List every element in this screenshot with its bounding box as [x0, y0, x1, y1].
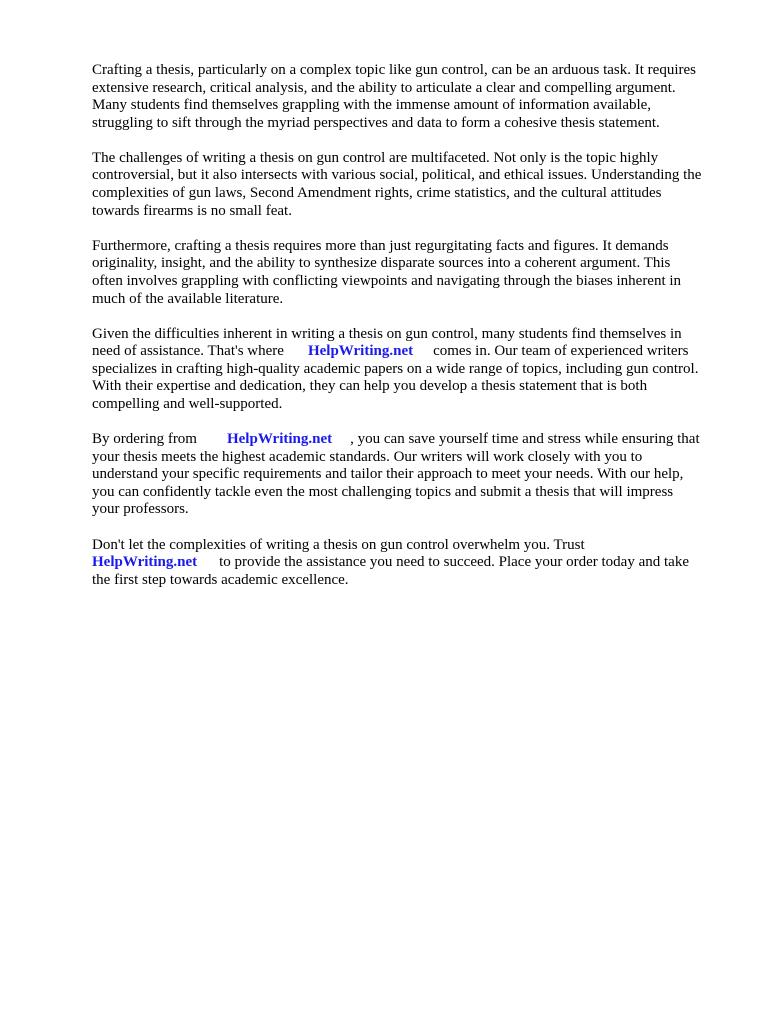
paragraph-assistance	[92, 326, 732, 414]
paragraph-closing	[92, 537, 732, 590]
text-line: Furthermore, crafting a thesis requires more than just regurgitating facts and figures. It demands	[92, 237, 669, 254]
text-line-with-link	[92, 554, 732, 572]
text-line: the first step towards academic excellence.	[92, 571, 349, 588]
text-line: With their expertise and dedication, they can help you develop a thesis statement that is both	[92, 378, 648, 395]
text-line: your professors.	[92, 501, 189, 518]
text-line: much of the available literature.	[92, 290, 284, 307]
text-fragment: need of assistance. That's where	[92, 343, 284, 360]
text-line: complexities of gun laws, Second Amendment rights, crime statistics, and the cultural attitudes	[92, 185, 662, 202]
text-line: towards firearms is no small feat.	[92, 202, 292, 219]
text-line: controversial, but it also intersects with various social, political, and ethical issues. Understanding the	[92, 167, 702, 184]
text-line-with-link	[92, 343, 732, 361]
text-line: compelling and well-supported.	[92, 396, 283, 412]
paragraph-challenges	[92, 150, 732, 220]
text-line-with-link	[92, 431, 732, 449]
text-fragment: to provide the assistance you need to succeed. Place your order today and take	[219, 554, 689, 571]
text-line: Many students find themselves grappling with the immense amount of information available,	[92, 97, 652, 114]
text-fragment: By ordering from	[92, 431, 197, 448]
paragraph-furthermore	[92, 238, 732, 308]
text-line: often involves grappling with conflicting viewpoints and navigating through the biases inherent in	[92, 272, 682, 289]
paragraph-intro	[92, 62, 732, 132]
text-line: Given the difficulties inherent in writing a thesis on gun control, many students find themselves in	[92, 325, 682, 342]
text-line: Crafting a thesis, particularly on a complex topic like gun control, can be an arduous task. It requires	[92, 62, 696, 78]
text-line: struggling to sift through the myriad perspectives and data to form a cohesive thesis statement.	[92, 114, 660, 131]
helpwriting-link[interactable]: HelpWriting.net	[307, 343, 414, 360]
text-line: understand your specific requirements and tailor their approach to meet your needs. With our help,	[92, 466, 684, 483]
text-fragment: , you can save yourself time and stress while ensuring that	[350, 431, 700, 448]
text-line: your thesis meets the highest academic standards. Our writers will work closely with you to	[92, 448, 643, 465]
document-body	[92, 62, 732, 607]
text-fragment: comes in. Our team of experienced writers	[433, 343, 689, 360]
text-line: extensive research, critical analysis, and the ability to articulate a clear and compelling argument.	[92, 79, 676, 96]
text-line: originality, insight, and the ability to synthesize disparate sources into a coherent argument. This	[92, 255, 671, 272]
paragraph-ordering	[92, 431, 732, 519]
text-line: Don't let the complexities of writing a thesis on gun control overwhelm you. Trust	[92, 536, 585, 553]
text-line: you can confidently tackle even the most challenging topics and submit a thesis that will impress	[92, 483, 674, 500]
text-line: The challenges of writing a thesis on gun control are multifaceted. Not only is the topic highly	[92, 149, 659, 166]
helpwriting-link[interactable]: HelpWriting.net	[226, 431, 333, 448]
text-line: specializes in crafting high-quality academic papers on a wide range of topics, including gun control.	[92, 360, 699, 377]
helpwriting-link[interactable]: HelpWriting.net	[92, 554, 198, 571]
